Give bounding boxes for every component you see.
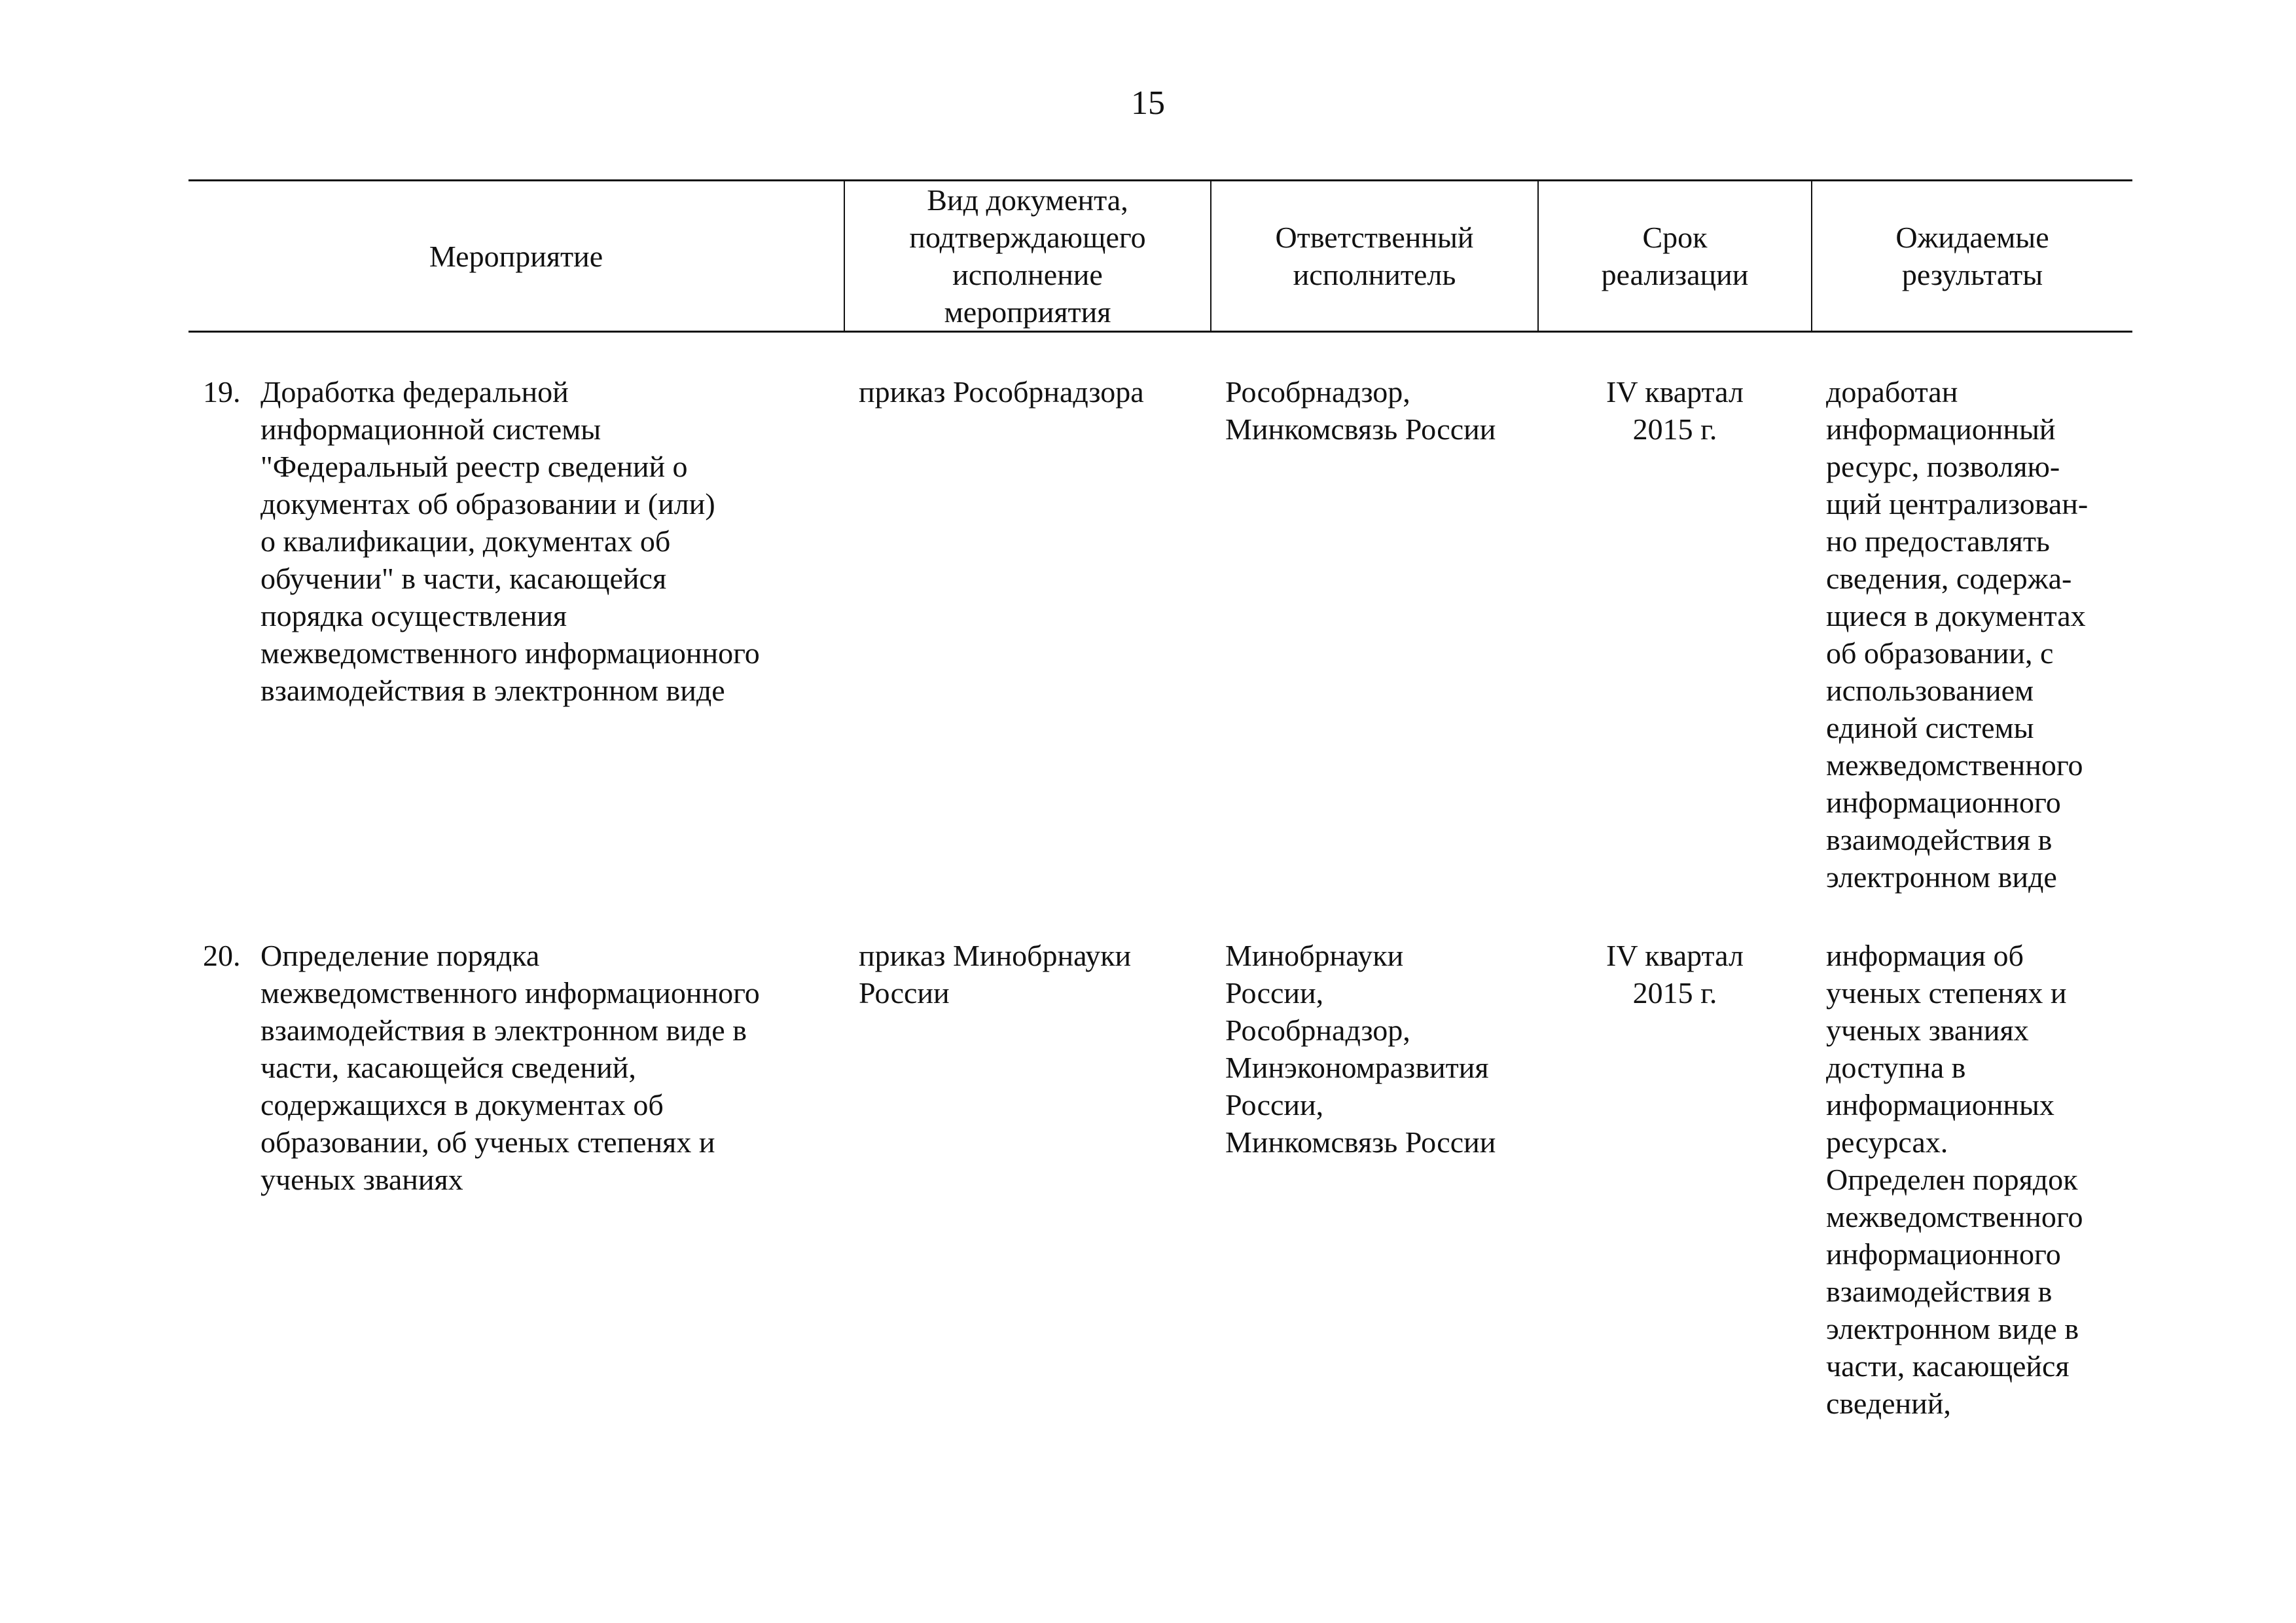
row-number: 19. (203, 375, 241, 409)
result-cell (1812, 896, 2132, 1422)
plan-table-container (188, 179, 2132, 1422)
deadline-text: IV квартал 2015 г. (1606, 375, 1744, 446)
deadline-cell (1538, 896, 1812, 1422)
deadline-text: IV квартал 2015 г. (1606, 939, 1744, 1010)
executor-cell (1211, 896, 1538, 1422)
table-row (188, 896, 2132, 1422)
page-number: 15 (1131, 84, 1165, 122)
activity-cell (188, 332, 844, 896)
header-document: Вид документа, подтверждающего исполнение мероприятия (844, 181, 1211, 332)
executor-text: Минобрнауки России, Рособрнадзор, Минэкономразвития России, Минкомсвязь России (1225, 939, 1496, 1159)
document-cell (844, 332, 1211, 896)
header-executor: Ответственный исполнитель (1211, 181, 1538, 332)
plan-table (188, 179, 2132, 1422)
header-result: Ожидаемые результаты (1812, 181, 2132, 332)
header-deadline: Срок реализации (1538, 181, 1812, 332)
result-cell (1812, 332, 2132, 896)
table-header (188, 181, 2132, 332)
activity-cell (188, 896, 844, 1422)
row-number: 20. (203, 939, 241, 972)
executor-text: Рособрнадзор, Минкомсвязь России (1225, 375, 1496, 446)
table-body (188, 332, 2132, 1423)
document-text: приказ Рособрнадзора (859, 375, 1144, 409)
activity-text: Определение порядка межведомственного информационного взаимодействия в электронном виде в части, касающейся сведений, содержащихся в документах об образовании, об ученых степенях и ученых званиях (260, 939, 760, 1196)
result-text: доработан информационный ресурс, позволяю- щий централизован- но предоставлять сведения, содержа- щиеся в документах об образовании, с использованием единой системы межведомственного информационного взаимодействия в электронном виде (1826, 375, 2089, 894)
deadline-cell (1538, 332, 1812, 896)
document-text: приказ Минобрнауки России (859, 939, 1132, 1010)
activity-text: Доработка федеральной информационной системы "Федеральный реестр сведений о документах об образовании и (или) о квалификации, документах об обучении" в части, касающейся порядка осуществления межведомственного информационного взаимодействия в электронном виде (260, 375, 760, 707)
executor-cell (1211, 332, 1538, 896)
header-activity: Мероприятие (188, 181, 844, 332)
result-text: информация об ученых степенях и ученых званиях доступна в информационных ресурсах. Определен порядок межведомственного информационного взаимодействия в электронном виде в части, касающейся сведений, (1826, 939, 2083, 1420)
document-cell (844, 896, 1211, 1422)
header-row (188, 181, 2132, 332)
table-row (188, 332, 2132, 896)
